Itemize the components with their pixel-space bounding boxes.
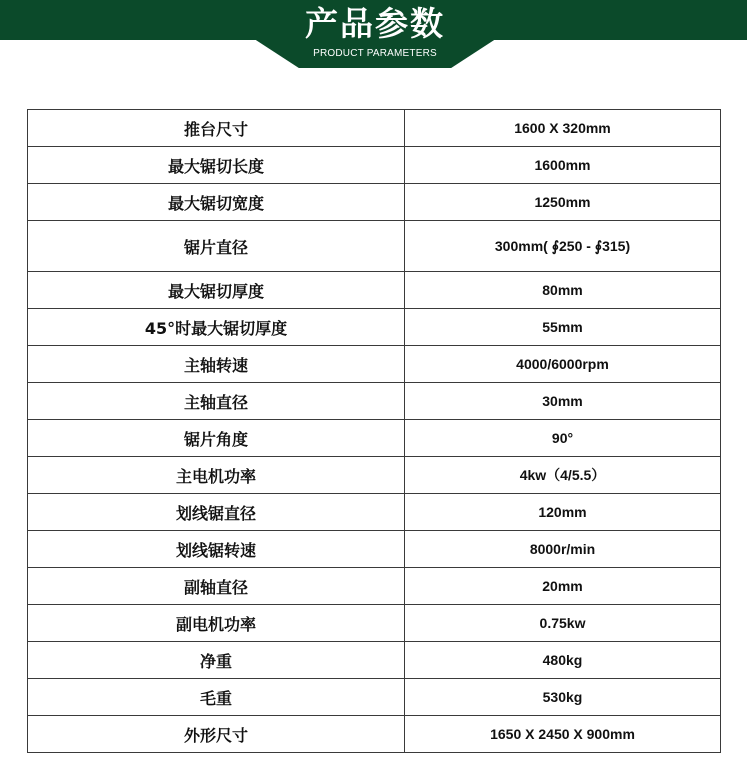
param-label: 锯片角度 [28,420,405,457]
param-label: 主电机功率 [28,457,405,494]
parameters-table [27,109,721,753]
table-row [28,605,721,642]
param-label: 外形尺寸 [28,716,405,753]
param-label: 毛重 [28,679,405,716]
param-value: 0.75kw [405,605,721,642]
param-value: 300mm( ∮250 - ∮315) [405,221,721,272]
table-row [28,309,721,346]
table-row [28,420,721,457]
table-row [28,642,721,679]
param-label: 最大锯切长度 [28,147,405,184]
table-row [28,147,721,184]
param-value: 1250mm [405,184,721,221]
param-value: 480kg [405,642,721,679]
table-row [28,716,721,753]
param-value: 8000r/min [405,531,721,568]
param-value: 4000/6000rpm [405,346,721,383]
table-row [28,110,721,147]
table-row [28,221,721,272]
param-label: 推台尺寸 [28,110,405,147]
param-label: 最大锯切宽度 [28,184,405,221]
page-subtitle: PRODUCT PARAMETERS [313,48,437,59]
param-value: 20mm [405,568,721,605]
param-value: 1600mm [405,147,721,184]
param-label: 划线锯直径 [28,494,405,531]
param-value: 90° [405,420,721,457]
table-row [28,679,721,716]
table-row [28,457,721,494]
param-value: 530kg [405,679,721,716]
param-value: 55mm [405,309,721,346]
param-value: 120mm [405,494,721,531]
param-value: 1600 X 320mm [405,110,721,147]
page-title: 产品参数 [305,4,445,43]
table-row [28,568,721,605]
table-row [28,184,721,221]
param-label: 副电机功率 [28,605,405,642]
table-row [28,272,721,309]
param-label: 45°时最大锯切厚度 [28,309,405,346]
table-row [28,346,721,383]
param-label: 主轴转速 [28,346,405,383]
param-label: 最大锯切厚度 [28,272,405,309]
table-row [28,494,721,531]
table-row [28,383,721,420]
param-value: 1650 X 2450 X 900mm [405,716,721,753]
param-value: 30mm [405,383,721,420]
param-label: 主轴直径 [28,383,405,420]
param-label: 净重 [28,642,405,679]
table-row [28,531,721,568]
param-label: 锯片直径 [28,221,405,272]
param-value: 80mm [405,272,721,309]
param-label: 划线锯转速 [28,531,405,568]
param-value: 4kw（4/5.5） [405,457,721,494]
param-label: 副轴直径 [28,568,405,605]
